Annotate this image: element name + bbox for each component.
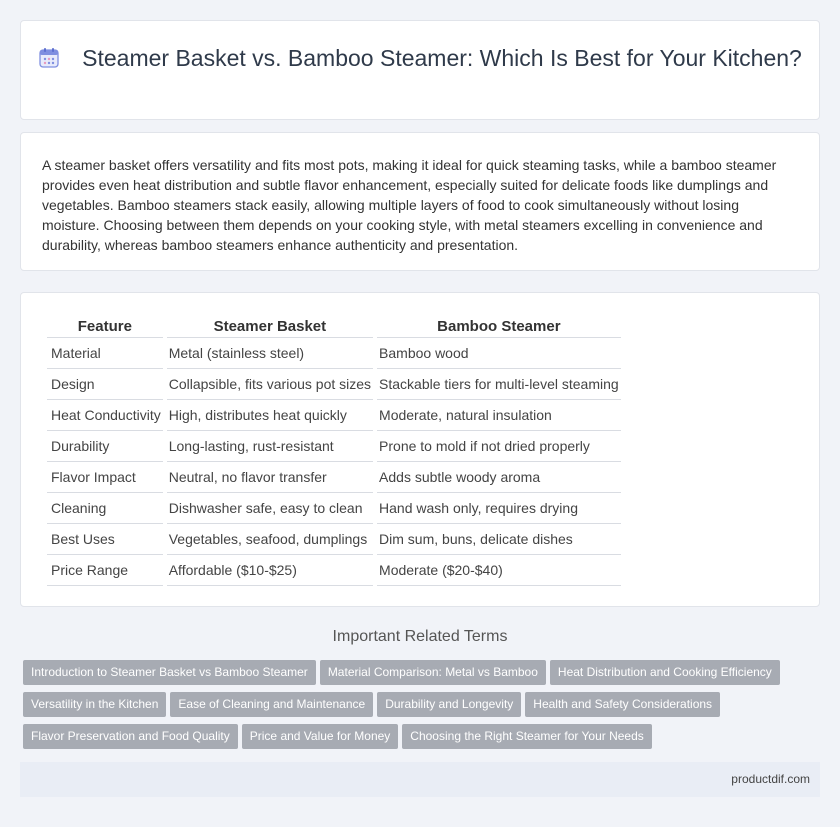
bamboo-cell: Prone to mold if not dried properly bbox=[377, 431, 621, 462]
bamboo-cell: Moderate, natural insulation bbox=[377, 400, 621, 431]
basket-cell: Long-lasting, rust-resistant bbox=[167, 431, 373, 462]
bamboo-cell: Stackable tiers for multi-level steaming bbox=[377, 369, 621, 400]
header-bamboo-steamer: Bamboo Steamer bbox=[377, 316, 621, 338]
feature-cell: Heat Conductivity bbox=[47, 400, 163, 431]
bamboo-cell: Bamboo wood bbox=[377, 338, 621, 369]
related-tag-cleaning[interactable]: Ease of Cleaning and Maintenance bbox=[170, 692, 373, 717]
bamboo-cell: Adds subtle woody aroma bbox=[377, 462, 621, 493]
page-title: Steamer Basket vs. Bamboo Steamer: Which Is Best for Your Kitchen? bbox=[82, 45, 802, 71]
table-row bbox=[47, 400, 621, 431]
basket-cell: Vegetables, seafood, dumplings bbox=[167, 524, 373, 555]
related-tag-durability[interactable]: Durability and Longevity bbox=[377, 692, 521, 717]
table-header-row bbox=[47, 316, 621, 338]
feature-cell: Design bbox=[47, 369, 163, 400]
related-tag-health[interactable]: Health and Safety Considerations bbox=[525, 692, 720, 717]
related-tag-choosing[interactable]: Choosing the Right Steamer for Your Needs bbox=[402, 724, 651, 749]
feature-cell: Durability bbox=[47, 431, 163, 462]
feature-cell: Material bbox=[47, 338, 163, 369]
related-terms-tags bbox=[23, 660, 803, 756]
basket-cell: Dishwasher safe, easy to clean bbox=[167, 493, 373, 524]
feature-cell: Price Range bbox=[47, 555, 163, 586]
table-row bbox=[47, 493, 621, 524]
related-tag-heat[interactable]: Heat Distribution and Cooking Efficiency bbox=[550, 660, 780, 685]
related-tag-intro[interactable]: Introduction to Steamer Basket vs Bamboo Steamer bbox=[23, 660, 316, 685]
basket-cell: High, distributes heat quickly bbox=[167, 400, 373, 431]
page-title-wrap bbox=[21, 43, 819, 73]
basket-cell: Neutral, no flavor transfer bbox=[167, 462, 373, 493]
comparison-card bbox=[20, 292, 820, 607]
calendar-icon bbox=[38, 47, 60, 69]
header-steamer-basket: Steamer Basket bbox=[167, 316, 373, 338]
feature-cell: Best Uses bbox=[47, 524, 163, 555]
feature-cell: Flavor Impact bbox=[47, 462, 163, 493]
table-row bbox=[47, 524, 621, 555]
comparison-table bbox=[43, 316, 625, 586]
related-tag-flavor[interactable]: Flavor Preservation and Food Quality bbox=[23, 724, 238, 749]
table-row bbox=[47, 462, 621, 493]
related-tag-material[interactable]: Material Comparison: Metal vs Bamboo bbox=[320, 660, 546, 685]
bamboo-cell: Dim sum, buns, delicate dishes bbox=[377, 524, 621, 555]
basket-cell: Collapsible, fits various pot sizes bbox=[167, 369, 373, 400]
basket-cell: Metal (stainless steel) bbox=[167, 338, 373, 369]
title-card bbox=[20, 20, 820, 120]
header-feature: Feature bbox=[47, 316, 163, 338]
basket-cell: Affordable ($10-$25) bbox=[167, 555, 373, 586]
related-tag-versatility[interactable]: Versatility in the Kitchen bbox=[23, 692, 166, 717]
intro-paragraph: A steamer basket offers versatility and fits most pots, making it ideal for quick steaming tasks, while a bamboo steamer provides even heat distribution and subtle flavor enhancement, especially suited for delicate foods like dumplings and vegetables. Bamboo steamers stack easily, allowing multiple layers of food to cook simultaneously without losing moisture. Choosing between them depends on your cooking style, with metal steamers excelling in convenience and durability, whereas bamboo steamers enhance authenticity and presentation. bbox=[42, 157, 777, 253]
bamboo-cell: Moderate ($20-$40) bbox=[377, 555, 621, 586]
table-row bbox=[47, 338, 621, 369]
related-tag-price[interactable]: Price and Value for Money bbox=[242, 724, 399, 749]
bamboo-cell: Hand wash only, requires drying bbox=[377, 493, 621, 524]
footer bbox=[20, 762, 820, 797]
intro-card bbox=[20, 132, 820, 271]
table-row bbox=[47, 555, 621, 586]
feature-cell: Cleaning bbox=[47, 493, 163, 524]
table-row bbox=[47, 431, 621, 462]
related-terms-title: Important Related Terms bbox=[332, 628, 508, 645]
table-row bbox=[47, 369, 621, 400]
footer-site[interactable]: productdif.com bbox=[731, 772, 810, 786]
